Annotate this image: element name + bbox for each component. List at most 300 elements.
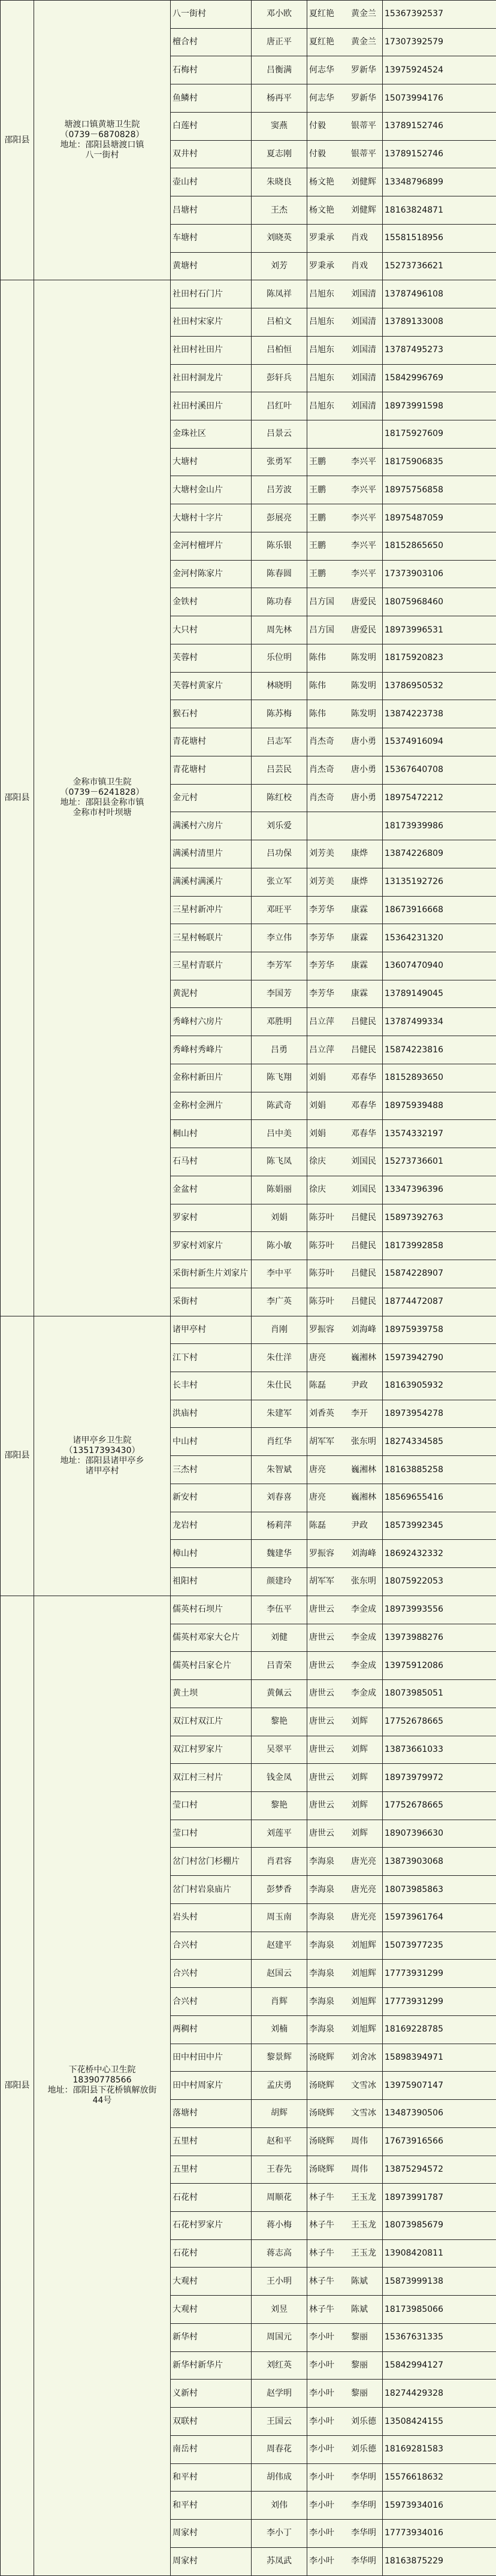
phone-cell: 18163875229 <box>383 2547 496 2575</box>
phone-cell: 18075922053 <box>383 1568 496 1596</box>
institution-line: 44号 <box>92 2096 112 2106</box>
leader-cell: 李小叶 黎丽 <box>307 2380 383 2408</box>
leader-cell: 李小叶 黎丽 <box>307 2351 383 2380</box>
doctor-cell: 邓旺平 <box>252 896 307 924</box>
doctor-cell: 陈春圆 <box>252 560 307 588</box>
phone-cell: 18152893650 <box>383 1064 496 1092</box>
village-cell: 三星村新冲片 <box>171 896 252 924</box>
phone-cell: 15367631335 <box>383 2323 496 2351</box>
leader-cell: 肖杰奇 唐小勇 <box>307 784 383 812</box>
leader-cell: 付毅 银蒂平 <box>307 112 383 140</box>
leader-cell: 陈磊 尹政 <box>307 1512 383 1540</box>
leader-cell: 陈芬叶 吕健民 <box>307 1204 383 1232</box>
phone-cell: 15576618632 <box>383 2463 496 2492</box>
phone-cell: 15374916094 <box>383 728 496 756</box>
leader-cell: 胡军军 张东明 <box>307 1568 383 1596</box>
doctor-cell: 蒋志高 <box>252 2239 307 2268</box>
village-cell: 金铁村 <box>171 588 252 616</box>
doctor-cell: 周先林 <box>252 616 307 644</box>
doctor-cell: 刘红英 <box>252 2351 307 2380</box>
leader-cell: 唐世云 李金成 <box>307 1652 383 1680</box>
county-cell: 邵阳县 <box>1 280 34 1316</box>
doctor-cell: 陈飞翔 <box>252 1064 307 1092</box>
village-cell: 芙蓉村黄家片 <box>171 672 252 700</box>
phone-cell: 18573992345 <box>383 1512 496 1540</box>
leader-cell: 李海泉 刘旭辉 <box>307 1988 383 2016</box>
leader-cell: 何志华 罗新华 <box>307 56 383 84</box>
institution-cell <box>34 1 171 280</box>
leader-cell: 徐庆 刘国民 <box>307 1176 383 1204</box>
leader-cell: 刘娟 邓春华 <box>307 1092 383 1120</box>
doctor-cell: 杨莉萍 <box>252 1512 307 1540</box>
institution-cell <box>34 1596 171 2575</box>
village-cell: 大只村 <box>171 616 252 644</box>
institution-line: 塘渡口镇黄塘卫生院 <box>64 120 140 130</box>
leader-cell: 李小叶 李华明 <box>307 2520 383 2548</box>
village-cell: 双江村三村片 <box>171 1764 252 1792</box>
phone-cell: 15842994127 <box>383 2351 496 2380</box>
leader-cell: 林子牛 王玉龙 <box>307 2212 383 2240</box>
county-cell: 邵阳县 <box>1 1596 34 2575</box>
doctor-cell: 刘莲平 <box>252 1820 307 1848</box>
institution-line: 诸甲亭乡卫生院 <box>72 1435 132 1445</box>
doctor-cell: 胡伟成 <box>252 2463 307 2492</box>
doctor-cell: 邓小欧 <box>252 1 307 29</box>
leader-cell: 吕方国 唐爱民 <box>307 588 383 616</box>
phone-cell: 15842996769 <box>383 364 496 392</box>
phone-cell: 17773931299 <box>383 1988 496 2016</box>
doctor-cell: 吕志军 <box>252 728 307 756</box>
phone-cell: 17373903106 <box>383 560 496 588</box>
doctor-cell: 邓胜明 <box>252 1008 307 1036</box>
leader-cell: 李海泉 唐光亮 <box>307 1903 383 1932</box>
doctor-cell: 陈凤祥 <box>252 280 307 308</box>
doctor-cell: 李芳军 <box>252 952 307 980</box>
leader-cell: 唐世云 刘辉 <box>307 1736 383 1764</box>
leader-cell: 李芳华 康霖 <box>307 896 383 924</box>
village-cell: 秀峰村六房片 <box>171 1008 252 1036</box>
doctor-cell: 王杰 <box>252 196 307 225</box>
leader-cell: 李小叶 刘乐德 <box>307 2408 383 2436</box>
doctor-cell: 黎艳 <box>252 1792 307 1820</box>
phone-cell: 13508424155 <box>383 2408 496 2436</box>
phone-cell: 18152865650 <box>383 532 496 560</box>
doctor-cell: 王春先 <box>252 2156 307 2184</box>
village-cell: 两稠村 <box>171 2015 252 2044</box>
leader-cell: 汤晓辉 周伟 <box>307 2156 383 2184</box>
leader-cell: 李海泉 刘旭辉 <box>307 1932 383 1960</box>
village-cell: 义新村 <box>171 2380 252 2408</box>
doctor-cell: 陈武奇 <box>252 1092 307 1120</box>
phone-cell: 18169228785 <box>383 2015 496 2044</box>
phone-cell: 18274429328 <box>383 2380 496 2408</box>
doctor-cell: 吕中美 <box>252 1120 307 1148</box>
institution-cell <box>34 280 171 1316</box>
phone-cell: 18774472087 <box>383 1288 496 1316</box>
institution-line: 金称市镇卫生院 <box>72 777 132 788</box>
leader-cell: 陈伟 陈发明 <box>307 644 383 672</box>
doctor-cell: 陈苏梅 <box>252 700 307 728</box>
village-cell: 五里村 <box>171 2156 252 2184</box>
leader-cell: 陈伟 陈发明 <box>307 672 383 700</box>
doctor-cell: 林晓明 <box>252 672 307 700</box>
leader-cell: 李海泉 刘旭辉 <box>307 1960 383 1988</box>
leader-cell: 李芳华 康霖 <box>307 924 383 952</box>
village-cell: 祖阳村 <box>171 1568 252 1596</box>
phone-cell: 15874228907 <box>383 1260 496 1288</box>
doctor-cell: 肖辉 <box>252 1988 307 2016</box>
village-cell: 罗家村刘家片 <box>171 1232 252 1260</box>
leader-cell: 王鹏 李兴平 <box>307 532 383 560</box>
doctor-cell: 王小明 <box>252 2268 307 2296</box>
phone-cell: 17773934016 <box>383 2520 496 2548</box>
leader-cell: 王鹏 李兴平 <box>307 448 383 476</box>
village-cell: 双井村 <box>171 140 252 168</box>
leader-cell: 唐世云 刘辉 <box>307 1792 383 1820</box>
doctor-cell: 刘楠 <box>252 2015 307 2044</box>
doctor-cell: 周国元 <box>252 2323 307 2351</box>
leader-cell: 吕旭东 刘国清 <box>307 364 383 392</box>
leader-cell: 李小叶 李华明 <box>307 2492 383 2520</box>
phone-cell: 18173985066 <box>383 2296 496 2324</box>
village-cell: 金河村陈家片 <box>171 560 252 588</box>
leader-cell: 汤晓辉 周伟 <box>307 2127 383 2156</box>
leader-cell: 唐世云 刘辉 <box>307 1764 383 1792</box>
phone-cell: 15364231320 <box>383 924 496 952</box>
doctor-cell: 彭展亮 <box>252 504 307 532</box>
phone-cell: 18975939758 <box>383 1316 496 1344</box>
phone-cell: 13487390506 <box>383 2100 496 2128</box>
phone-cell: 18569655416 <box>383 1484 496 1512</box>
leader-cell: 陈伟 陈发明 <box>307 700 383 728</box>
doctor-cell: 朱晓良 <box>252 168 307 196</box>
phone-cell: 13975912086 <box>383 1652 496 1680</box>
phone-cell: 13135192726 <box>383 868 496 896</box>
village-cell: 大塘村金山片 <box>171 476 252 504</box>
village-cell: 猴石村 <box>171 700 252 728</box>
village-cell: 岔门村岩泉庙片 <box>171 1876 252 1904</box>
village-cell: 中山村 <box>171 1428 252 1456</box>
village-cell: 车塘村 <box>171 224 252 252</box>
table-row <box>1 1 496 29</box>
doctor-cell: 肖红华 <box>252 1428 307 1456</box>
village-cell: 吕塘村 <box>171 196 252 225</box>
leader-cell: 李小叶 李华明 <box>307 2547 383 2575</box>
village-cell: 社田村社田片 <box>171 336 252 364</box>
doctor-cell: 乐位明 <box>252 644 307 672</box>
phone-cell: 15367640708 <box>383 756 496 784</box>
leader-cell: 李海泉 刘旭辉 <box>307 2015 383 2044</box>
leader-cell: 罗秉承 肖戏 <box>307 252 383 280</box>
doctor-cell: 李小丁 <box>252 2520 307 2548</box>
institution-cell <box>34 1316 171 1596</box>
leader-cell: 唐世云 李金成 <box>307 1596 383 1624</box>
leader-cell: 唐世云 刘辉 <box>307 1820 383 1848</box>
phone-cell: 18975472212 <box>383 784 496 812</box>
village-cell: 莹口村 <box>171 1820 252 1848</box>
leader-cell: 陈磊 尹政 <box>307 1372 383 1400</box>
phone-cell: 18975487059 <box>383 504 496 532</box>
table-row <box>1 280 496 308</box>
village-cell: 金称村新田片 <box>171 1064 252 1092</box>
village-cell: 鱼鳞村 <box>171 84 252 113</box>
phone-cell: 13975907147 <box>383 2072 496 2100</box>
doctor-cell: 孟庆勇 <box>252 2072 307 2100</box>
phone-cell: 13787495273 <box>383 336 496 364</box>
leader-cell: 刘香英 李开 <box>307 1400 383 1428</box>
phone-cell: 17773931299 <box>383 1960 496 1988</box>
village-cell: 合兴村 <box>171 1960 252 1988</box>
phone-cell: 13347396396 <box>383 1176 496 1204</box>
leader-cell: 李海泉 唐光亮 <box>307 1848 383 1876</box>
village-cell: 石马村 <box>171 1148 252 1176</box>
phone-cell: 15873999138 <box>383 2268 496 2296</box>
institution-line: 八一街村 <box>85 150 119 161</box>
village-cell: 满溪村满溪片 <box>171 868 252 896</box>
phone-cell: 13789149045 <box>383 980 496 1008</box>
doctor-cell: 吕芸民 <box>252 756 307 784</box>
village-cell: 石花村 <box>171 2184 252 2212</box>
phone-cell: 13607470940 <box>383 952 496 980</box>
doctor-cell: 彭梦香 <box>252 1876 307 1904</box>
leader-cell: 林子牛 王玉龙 <box>307 2239 383 2268</box>
phone-cell: 18692432332 <box>383 1540 496 1568</box>
table-row <box>1 1316 496 1344</box>
doctor-cell: 刘昱 <box>252 2296 307 2324</box>
leader-cell: 吕旭东 刘国清 <box>307 280 383 308</box>
doctor-cell: 王国云 <box>252 2408 307 2436</box>
phone-cell: 18169281583 <box>383 2435 496 2463</box>
village-cell: 田中村田中片 <box>171 2044 252 2072</box>
doctor-cell: 李国芳 <box>252 980 307 1008</box>
village-cell: 洪庙村 <box>171 1400 252 1428</box>
doctor-cell: 刘春喜 <box>252 1484 307 1512</box>
village-cell: 秀峰村秀峰片 <box>171 1036 252 1064</box>
village-cell: 江下村 <box>171 1344 252 1372</box>
doctor-cell: 吕芳波 <box>252 476 307 504</box>
institution-line: 18390778566 <box>72 2075 132 2085</box>
phone-cell: 13786950532 <box>383 672 496 700</box>
village-cell: 白莲村 <box>171 112 252 140</box>
phone-cell: 13973988276 <box>383 1624 496 1652</box>
village-cell: 落塘村 <box>171 2100 252 2128</box>
leader-cell: 陈芬叶 吕健民 <box>307 1232 383 1260</box>
doctor-cell: 朱仕民 <box>252 1372 307 1400</box>
village-cell: 双联村 <box>171 2408 252 2436</box>
village-cell: 大塘村 <box>171 448 252 476</box>
doctor-cell: 黎艳 <box>252 1708 307 1736</box>
leader-cell: 李小叶 黎丽 <box>307 2323 383 2351</box>
leader-cell: 李小叶 刘乐德 <box>307 2435 383 2463</box>
village-cell: 新安村 <box>171 1484 252 1512</box>
village-cell: 大观村 <box>171 2296 252 2324</box>
leader-cell: 陈芬叶 吕健民 <box>307 1260 383 1288</box>
doctor-cell: 吴翠平 <box>252 1736 307 1764</box>
phone-cell: 13789152746 <box>383 140 496 168</box>
doctor-cell: 唐正平 <box>252 28 307 56</box>
doctor-cell: 蒋小梅 <box>252 2212 307 2240</box>
doctor-cell: 李中平 <box>252 1260 307 1288</box>
phone-cell: 15973961764 <box>383 1903 496 1932</box>
leader-cell: 罗振容 刘海峰 <box>307 1540 383 1568</box>
phone-cell: 13873661033 <box>383 1736 496 1764</box>
village-cell: 石花村 <box>171 2239 252 2268</box>
village-cell: 社田村宋家片 <box>171 308 252 337</box>
village-cell: 儒英村吕家仑片 <box>171 1652 252 1680</box>
village-cell: 满溪村六房片 <box>171 812 252 840</box>
village-cell: 儒英村石坝片 <box>171 1596 252 1624</box>
phone-cell: 18173939986 <box>383 812 496 840</box>
doctor-cell: 吕柏恒 <box>252 336 307 364</box>
leader-cell: 吕方国 唐爱民 <box>307 616 383 644</box>
phone-cell: 13975924524 <box>383 56 496 84</box>
leader-cell: 吕旭东 刘国清 <box>307 308 383 337</box>
table-row <box>1 1596 496 1624</box>
village-cell: 周家村 <box>171 2520 252 2548</box>
leader-cell: 杨文艳 刘健辉 <box>307 168 383 196</box>
leader-cell: 王鹏 李兴平 <box>307 504 383 532</box>
phone-cell: 18673916668 <box>383 896 496 924</box>
village-cell: 社田村石门片 <box>171 280 252 308</box>
village-cell: 罗家村 <box>171 1204 252 1232</box>
leader-cell: 汤晓辉 文雪冰 <box>307 2100 383 2128</box>
doctor-cell: 朱仕洋 <box>252 1344 307 1372</box>
doctor-cell: 陈红校 <box>252 784 307 812</box>
doctor-cell: 吕衡满 <box>252 56 307 84</box>
village-cell: 满溪村清里片 <box>171 840 252 868</box>
leader-cell: 唐亮 巍湘林 <box>307 1344 383 1372</box>
leader-cell: 刘娟 邓春华 <box>307 1120 383 1148</box>
phone-cell: 13874226809 <box>383 840 496 868</box>
doctor-cell: 彭轩兵 <box>252 364 307 392</box>
phone-cell: 18973954278 <box>383 1400 496 1428</box>
table-body <box>1 1 496 2576</box>
leader-cell: 王鹏 李兴平 <box>307 560 383 588</box>
doctor-cell: 刘乐爱 <box>252 812 307 840</box>
village-cell: 金河村檀坪片 <box>171 532 252 560</box>
leader-cell: 夏红艳 黄金兰 <box>307 28 383 56</box>
doctor-cell: 胡辉 <box>252 2100 307 2128</box>
leader-cell: 罗振容 刘海峰 <box>307 1316 383 1344</box>
doctor-cell: 赵建平 <box>252 1932 307 1960</box>
village-cell: 樟山村 <box>171 1540 252 1568</box>
phone-cell: 18973979972 <box>383 1764 496 1792</box>
village-cell: 采街村 <box>171 1288 252 1316</box>
leader-cell: 唐世云 李金成 <box>307 1680 383 1708</box>
doctor-cell: 杨再平 <box>252 84 307 113</box>
phone-cell: 18973991787 <box>383 2184 496 2212</box>
phone-cell: 18173992858 <box>383 1232 496 1260</box>
doctor-cell: 刘芳 <box>252 252 307 280</box>
phone-cell: 17307392579 <box>383 28 496 56</box>
leader-cell: 何志华 罗新华 <box>307 84 383 113</box>
doctor-cell: 吕红叶 <box>252 392 307 420</box>
village-cell: 金盆村 <box>171 1176 252 1204</box>
leader-cell: 胡军军 张东明 <box>307 1428 383 1456</box>
leader-cell: 罗秉承 肖戏 <box>307 224 383 252</box>
doctor-cell: 刘健 <box>252 1624 307 1652</box>
county-cell: 邵阳县 <box>1 1 34 280</box>
phone-cell: 15973942790 <box>383 1344 496 1372</box>
leader-cell: 唐世云 李金成 <box>307 1624 383 1652</box>
institution-line: （13517393430） <box>64 1445 140 1455</box>
doctor-cell: 李广英 <box>252 1288 307 1316</box>
leader-cell: 唐亮 巍湘林 <box>307 1456 383 1484</box>
village-cell: 壶山村 <box>171 168 252 196</box>
phone-cell: 18274334585 <box>383 1428 496 1456</box>
village-cell: 黄塘村 <box>171 252 252 280</box>
phone-cell: 18175920823 <box>383 644 496 672</box>
phone-cell: 13873903068 <box>383 1848 496 1876</box>
phone-cell: 13787496108 <box>383 280 496 308</box>
doctor-cell: 周顺花 <box>252 2184 307 2212</box>
phone-cell: 18163824871 <box>383 196 496 225</box>
leader-cell: 夏红艳 黄金兰 <box>307 1 383 29</box>
doctor-cell: 苏凤武 <box>252 2547 307 2575</box>
doctor-cell: 周春花 <box>252 2435 307 2463</box>
leader-cell: 林子牛 王玉龙 <box>307 2184 383 2212</box>
phone-cell: 18973991598 <box>383 392 496 420</box>
leader-cell: 徐庆 刘国民 <box>307 1148 383 1176</box>
village-cell: 和平村 <box>171 2463 252 2492</box>
doctor-cell: 吕景云 <box>252 420 307 449</box>
village-cell: 三杰村 <box>171 1456 252 1484</box>
phone-cell: 18975756858 <box>383 476 496 504</box>
village-cell: 黄泥村 <box>171 980 252 1008</box>
doctor-cell: 刘晓英 <box>252 224 307 252</box>
village-cell: 金元村 <box>171 784 252 812</box>
institution-line: 地址：邵阳县金称市镇 <box>60 798 144 808</box>
doctor-cell: 陈飞凤 <box>252 1148 307 1176</box>
village-cell: 三星村青联片 <box>171 952 252 980</box>
village-cell: 社田村溪田片 <box>171 392 252 420</box>
doctor-cell: 黎景辉 <box>252 2044 307 2072</box>
leader-cell <box>307 812 383 840</box>
village-cell: 青花塘村 <box>171 728 252 756</box>
doctor-cell: 魏建华 <box>252 1540 307 1568</box>
phone-cell: 15073994176 <box>383 84 496 113</box>
village-cell: 新华村新华片 <box>171 2351 252 2380</box>
doctor-cell: 赵学明 <box>252 2380 307 2408</box>
doctor-cell: 吕柏文 <box>252 308 307 337</box>
leader-cell: 李小叶 李华明 <box>307 2463 383 2492</box>
village-cell: 芙蓉村 <box>171 644 252 672</box>
doctor-cell: 朱建军 <box>252 1400 307 1428</box>
village-cell: 岔门村岔门杉棚片 <box>171 1848 252 1876</box>
village-cell: 南岳村 <box>171 2435 252 2463</box>
leader-cell: 林子牛 陈斌 <box>307 2296 383 2324</box>
village-cell: 周家村 <box>171 2547 252 2575</box>
leader-cell: 吕立萍 吕健民 <box>307 1036 383 1064</box>
doctor-cell: 赵和平 <box>252 2127 307 2156</box>
phone-cell: 18073985679 <box>383 2212 496 2240</box>
village-cell: 儒英村邓家大仑片 <box>171 1624 252 1652</box>
village-cell: 田中村周家片 <box>171 2072 252 2100</box>
phone-cell: 15898394971 <box>383 2044 496 2072</box>
doctor-cell: 钱金凤 <box>252 1764 307 1792</box>
doctor-cell: 吕勇 <box>252 1036 307 1064</box>
village-cell: 金珠社区 <box>171 420 252 449</box>
phone-cell: 15874223816 <box>383 1036 496 1064</box>
leader-cell: 汤晓辉 刘舍冰 <box>307 2044 383 2072</box>
village-cell: 合兴村 <box>171 1932 252 1960</box>
doctor-cell: 朱智斌 <box>252 1456 307 1484</box>
leader-cell: 付毅 银蒂平 <box>307 140 383 168</box>
phone-cell: 15897392763 <box>383 1204 496 1232</box>
village-cell: 三星村畅联片 <box>171 924 252 952</box>
phone-cell: 13789152746 <box>383 112 496 140</box>
village-cell: 檀合村 <box>171 28 252 56</box>
